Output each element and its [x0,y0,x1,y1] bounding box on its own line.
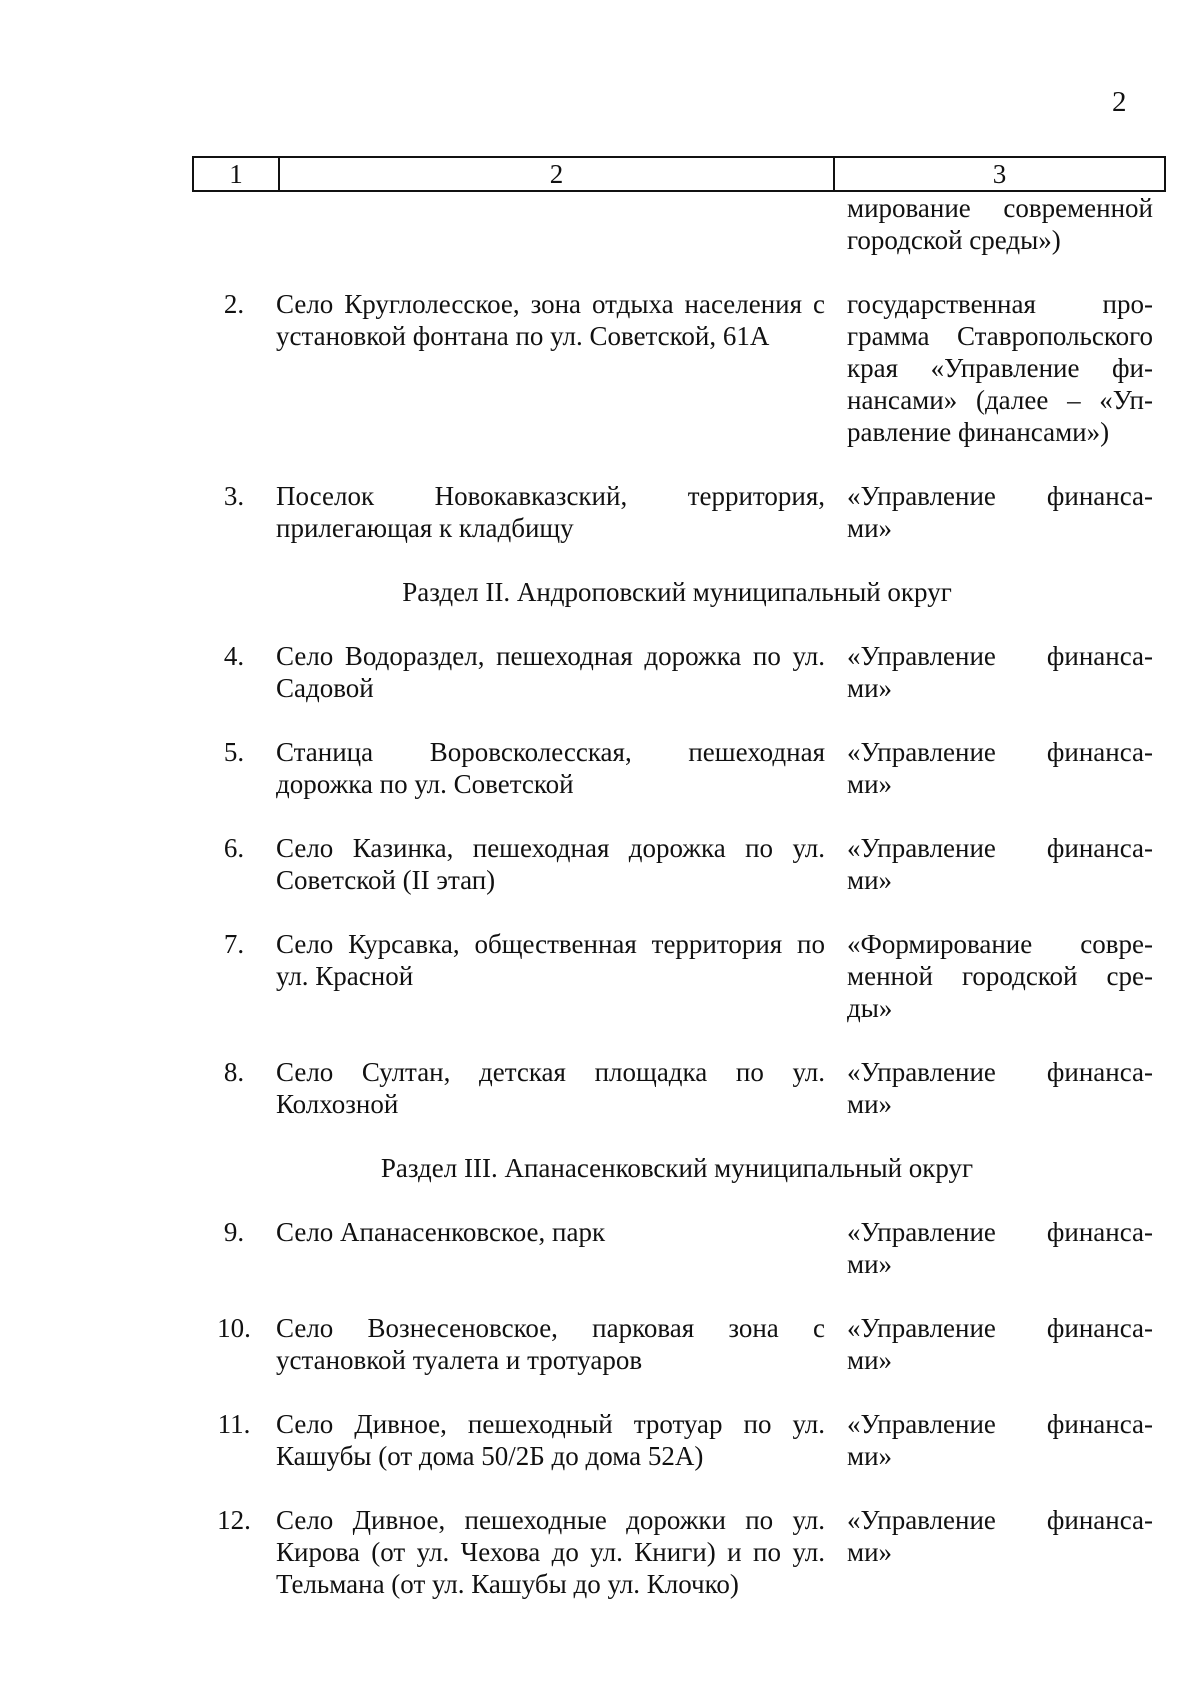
row-number: 10. [217,1313,251,1343]
section-title: Раздел III. Апанасенковский муниципальный округ [380,1153,974,1183]
row-number: 5. [223,737,245,767]
table-header [192,156,1166,192]
place-cell: Село Вознесеновское, парковая зона с установкой туалета и тротуаров [276,1313,825,1375]
table-row [192,1408,1162,1472]
program-cell: государственная про- грамма Ставропольского края «Управление фи- нансами» (далее – «Уп- равление финансами») [847,289,1153,447]
row-number: 12. [217,1505,251,1535]
program-cell: «Управление финанса- ми» [847,737,1153,799]
row-number: 3. [223,481,245,511]
table-row [192,736,1162,800]
place-cell: Село Круглолесское, зона отдыха населения с установкой фонтана по ул. Советской, 61А [276,289,825,351]
place-cell: Село Водораздел, пешеходная дорожка по ул. Садовой [276,641,825,703]
program-cell: «Управление финанса- ми» [847,1313,1153,1375]
program-cell: «Формирование совре- менной городской сре- ды» [847,929,1153,1023]
row-number: 2. [223,289,245,319]
table-row [192,1312,1162,1376]
page-number: 2 [1112,86,1127,118]
row-number: 6. [223,833,245,863]
header-col-2: 2 [280,158,835,190]
place-cell: Село Дивное, пешеходные дорожки по ул. Кирова (от ул. Чехова до ул. Книги) и по ул. Тельмана (от ул. Кашубы до ул. Клочко) [276,1505,825,1599]
table-row [192,640,1162,704]
program-cell: «Управление финанса- ми» [847,1057,1153,1119]
table-body [192,192,1162,1600]
table-row [192,1056,1162,1120]
place-cell: Станица Воровсколесская, пешеходная дорожка по ул. Советской [276,737,825,799]
table-row [192,832,1162,896]
place-cell: Село Казинка, пешеходная дорожка по ул. Советской (II этап) [276,833,825,895]
row-number: 4. [223,641,245,671]
table-row [192,1504,1162,1600]
section-title: Раздел II. Андроповский муниципальный округ [402,577,952,607]
program-cell: мирование современной городской среды») [847,193,1153,255]
table-row [192,928,1162,1024]
place-cell: Село Курсавка, общественная территория по ул. Красной [276,929,825,991]
program-cell: «Управление финанса- ми» [847,641,1153,703]
table-row [192,480,1162,544]
table-row [192,1216,1162,1280]
header-col-1: 1 [194,158,280,190]
program-cell: «Управление финанса- ми» [847,1217,1153,1279]
place-cell: Село Апанасенковское, парк [276,1217,606,1247]
program-cell: «Управление финанса- ми» [847,1409,1153,1471]
row-number: 7. [223,929,245,959]
place-cell: Поселок Новокавказский, территория, прилегающая к кладбищу [276,481,825,543]
table-row [192,288,1162,448]
place-cell: Село Султан, детская площадка по ул. Колхозной [276,1057,825,1119]
row-number: 9. [223,1217,245,1247]
program-cell: «Управление финанса- ми» [847,833,1153,895]
row-number: 8. [223,1057,245,1087]
program-cell: «Управление финанса- ми» [847,481,1153,543]
header-col-3: 3 [992,159,1007,189]
row-number: 11. [217,1409,251,1439]
program-cell: «Управление финанса- ми» [847,1505,1153,1567]
continuation-row [192,192,1162,256]
place-cell: Село Дивное, пешеходный тротуар по ул. Кашубы (от дома 50/2Б до дома 52А) [276,1409,825,1471]
